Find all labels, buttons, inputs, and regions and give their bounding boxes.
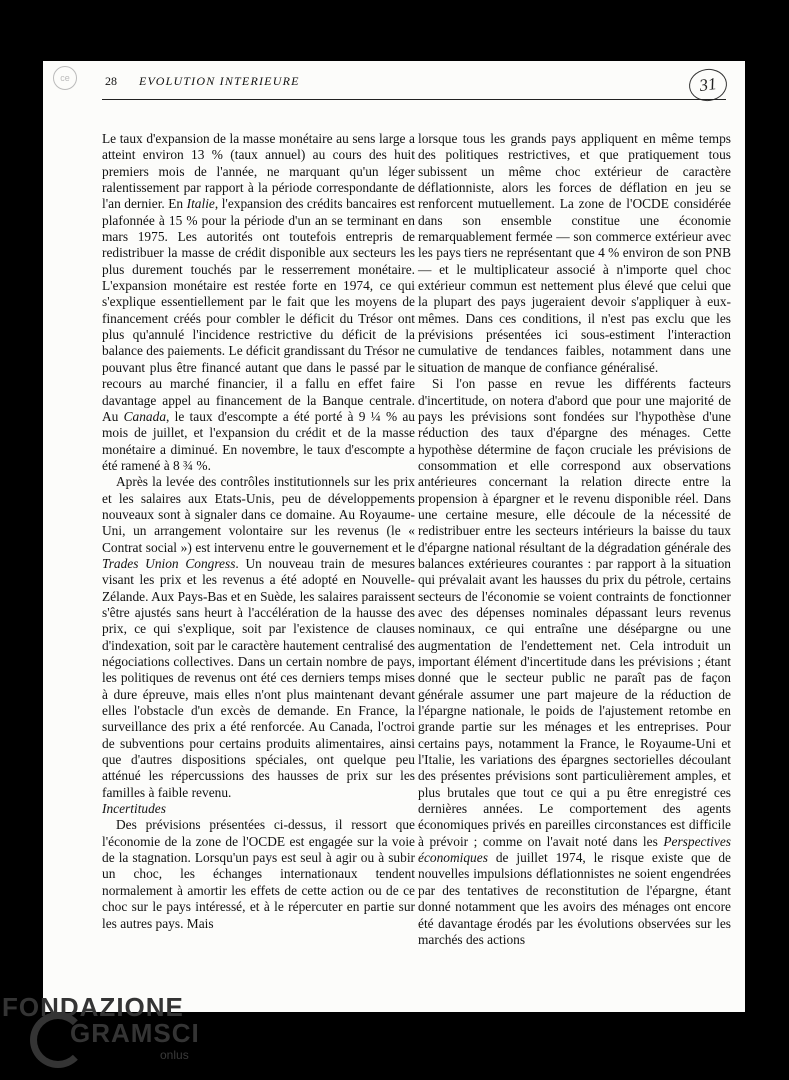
right-column <box>418 131 731 948</box>
archive-stamp: ce <box>53 66 77 90</box>
document-page <box>43 61 745 1012</box>
running-title: EVOLUTION INTERIEURE <box>139 74 300 88</box>
header-rule <box>102 99 726 100</box>
watermark-line2: GRAMSCI <box>70 1018 200 1048</box>
watermark-line1: FONDAZIONE <box>2 992 184 1022</box>
watermark-line3: onlus <box>160 1048 189 1062</box>
paragraph-prices-wages: Après la levée des contrôles institutionnels sur les prix et les salaires aux Etats-Unis, peu de développements nouveaux sont à signaler dans ce domaine. Au Royaume-Uni, un arrangement volontaire sur les revenus (le « Contrat social ») est intervenu entre le gouvernement et le Trades Union Congress. Un nouveau train de mesures visant les prix et les revenus a été adopté en Nouvelle-Zélande. Aux Pays-Bas et en Suède, les salaires paraissent s'être ajustés sans heurt à l'accélération de la hausse des prix, ce qui s'explique, soit par l'existence de clauses d'indexation, soit par le caractère hautement centralisé des négociations collectives. Dans un certain nombre de pays, les politiques de revenus ont été ces derniers temps mises à dure épreuve, mais elles n'ont plus maintenant devant elles l'obstacle d'un excès de demande. En France, la surveillance des prix a été renforcée. Au Canada, l'octroi de subventions pour certains produits alimentaires, ainsi que d'autres dispositions spéciales, ont quelque peu atténué les répercussions des hausses de prix sur les familles à faible revenu. <box>102 474 416 800</box>
paragraph-restrictive-policies: lorsque tous les grands pays appliquent en même temps des politiques restrictives, et que pratiquement tous subissent un même choc extérieur de caractère déflationniste, alors les forces de déflation en jeu se renforcent mutuellement. La zone de l'OCDE considérée dans son ensemble constitue une économie remarquablement fermée — son commerce extérieur avec les pays tiers ne représentant que 4 % environ de son PNB — et le multiplicateur associé à n'importe quel choc extérieur commun est nettement plus élevé que celui que la plupart des pays jugeraient devoir s'appliquer à eux-mêmes. Dans ces conditions, il n'est pas exclu que les prévisions présentées ici sous-estiment l'interaction cumulative de tendances faibles, notamment dans une situation de manque de confiance généralisé. <box>418 131 731 375</box>
paragraph-savings-rates: Si l'on passe en revue les différents facteurs d'incertitude, on notera d'abord que pour une majorité de pays les prévisions sont fondées sur l'hypothèse d'une réduction des taux d'épargne des ménages. Cette hypothèse détermine de façon cruciale les prévisions de consommation et elle correspond aux observations antérieures concernant la relation directe entre la propension à épargner et le revenu disponible réel. Dans une certaine mesure, elle découle de la nécessité de redistribuer entre les secteurs intérieurs la baisse du taux d'épargne national résultant de la dégradation générale des balances extérieures courantes : par rapport à la situation qui prévalait avant les hausses du prix du pétrole, certains secteurs de l'économie se voient contraints de fonctionner avec des dépenses nominales dépassant leurs revenus nominaux, ce qui entraîne une désépargne ou une augmentation de l'endettement net. Cela introduit un important élément d'incertitude dans les prévisions ; étant donné que le secteur public ne paraît pas de façon générale assumer une part majeure de la réduction de l'épargne nationale, le poids de l'ajustement retombe en grande partie sur les ménages et les entreprises. Pour certains pays, notamment la France, le Royaume-Uni et l'Italie, les variations des épargnes sectorielles découlant des présentes prévisions sont particulièrement amples, et plus brutales que tout ce qui a pu être enregistré ces dernières années. Le comportement des agents économiques privés en pareilles circonstances est difficile à prévoir ; comme on l'avait noté dans les Perspectives économiques de juillet 1974, le risque existe que de nouvelles impulsions déflationnistes ne soient engendrées par des tentatives de reconstitution de l'épargne, étant donné notamment que les avoirs des ménages ont encore été davantage érodés par les évolutions observées sur les marchés des actions <box>418 376 731 947</box>
page-number: 28 <box>105 74 117 88</box>
archive-number-stamp: 31 <box>687 67 729 104</box>
paragraph-uncertainties: Des prévisions présentées ci-dessus, il ressort que l'économie de la zone de l'OCDE est engagée sur la voie de la stagnation. Lorsqu'un pays est seul à agir ou à subir un choc, les échanges internationaux tendent normalement à amortir les effets de cette action ou de ce choc sur le pays intéressé, et à le répercuter en partie sur les autres pays. Mais <box>102 817 415 931</box>
paragraph-monetary: Le taux d'expansion de la masse monétaire au sens large a atteint environ 13 % (taux annuel) au cours des huit premiers mois de l'année, ne marquant qu'un léger ralentissement par rapport à la période correspondante de l'an dernier. En Italie, l'expansion des crédits bancaires est plafonnée à 15 % pour la période d'un an se terminant en mars 1975. Les autorités ont toutefois entrepris de redistribuer la masse de crédit disponible aux secteurs les plus durement touchés par le resserrement monétaire. L'expansion monétaire est restée forte en 1974, ce qui s'explique essentiellement par le fait que les moyens de financement créés pour combler le déficit du Trésor ont plus qu'annulé l'incidence restrictive du déficit de la balance des paiements. Le déficit grandissant du Trésor ne pouvant plus être financé autant que dans le passé par le recours au marché financier, il a fallu en effet faire davantage appel au financement de la Banque centrale. Au Canada, le taux d'escompte a été porté à 9 ¼ % au mois de juillet, et l'expansion du crédit et de la masse monétaire a diminué. En novembre, le taux d'escompte a été ramené à 8 ¾ %. <box>102 131 415 473</box>
watermark-logo <box>0 990 240 1080</box>
left-column <box>102 131 415 932</box>
section-subheading: Incertitudes <box>102 801 166 817</box>
